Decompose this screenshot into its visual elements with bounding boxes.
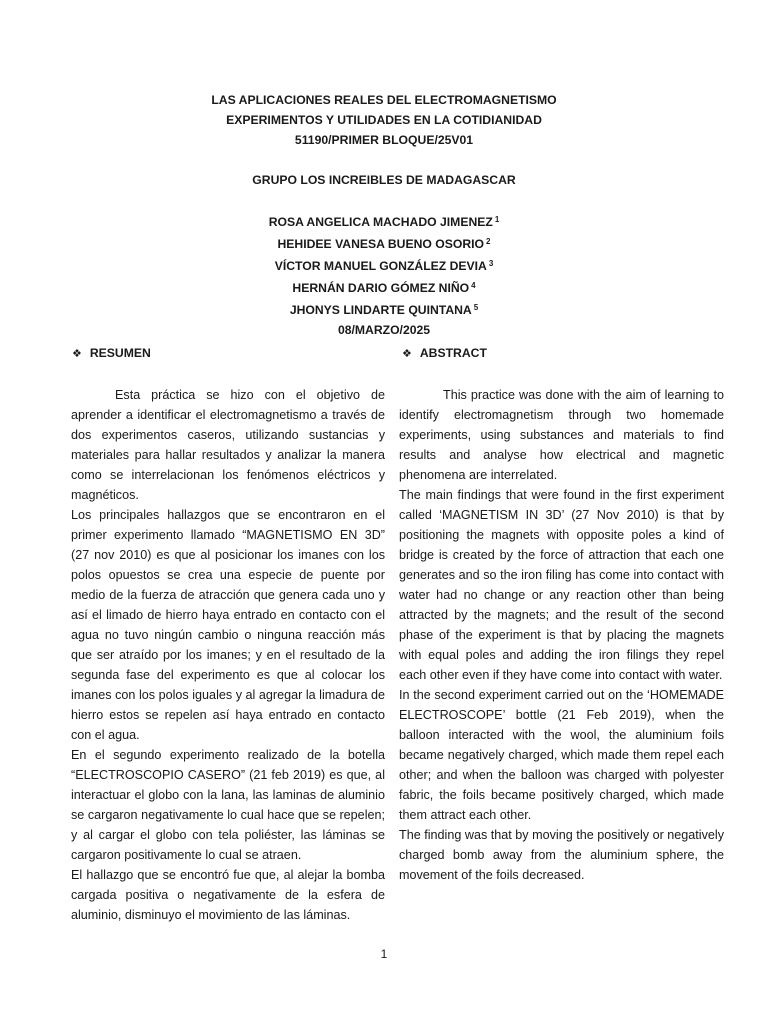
author-affiliation: 1: [494, 215, 500, 224]
page-number: 1: [380, 947, 388, 961]
course-code: 51190/PRIMER BLOQUE/25V01: [294, 133, 474, 147]
author-name: HERNÁN DARIO GÓMEZ NIÑO: [292, 281, 470, 295]
resumen-paragraph-3: En el segundo experimento realizado de la botella “ELECTROSCOPIO CASERO” (21 feb 2019) es que, al interactuar el globo con la lana, las laminas de aluminio se cargaron negativamente lo cual hace que se repelen; y al cargar el globo con tela poliéster, las láminas se cargaron positivamente lo cual se atraen.: [71, 748, 385, 862]
diamond-bullet-icon: ❖: [72, 347, 82, 360]
resumen-heading: [72, 346, 151, 360]
author-name: HEHIDEE VANESA BUENO OSORIO: [277, 237, 485, 251]
resumen-heading-label: RESUMEN: [89, 346, 151, 360]
abstract-heading-label: ABSTRACT: [419, 346, 487, 360]
title-line-2: EXPERIMENTOS Y UTILIDADES EN LA COTIDIANIDAD: [226, 113, 542, 127]
abstract-paragraph-1: This practice was done with the aim of learning to identify electromagnetism through two homemade experiments, using substances and materials to find results and analyse how electrical and magnetic phenomena are interrelated.: [399, 388, 724, 482]
author-affiliation: 5: [473, 303, 479, 312]
abstract-column: [399, 385, 724, 885]
abstract-paragraph-4: The finding was that by moving the positively or negatively charged bomb away from the aluminium sphere, the movement of the foils decreased.: [399, 828, 724, 882]
author-name: JHONYS LINDARTE QUINTANA: [289, 303, 472, 317]
abstract-heading: [402, 346, 487, 360]
author-affiliation: 3: [488, 259, 494, 268]
abstract-paragraph-3: In the second experiment carried out on the ‘HOMEMADE ELECTROSCOPE’ bottle (21 Feb 2019), when the balloon interacted with the wool, the aluminium foils became negatively charged, which made them repel each other; and when the balloon was charged with polyester fabric, the foils became positively charged, which made them attract each other.: [399, 688, 724, 822]
resumen-paragraph-2: Los principales hallazgos que se encontraron en el primer experimento llamado “MAGNETISMO EN 3D” (27 nov 2010) es que al posicionar los imanes con los polos opuestos se crea una especie de puente por medio de la fuerza de atracción que genera cada uno y así el limado de hierro haya entrado en contacto con el agua no tuvo ningún cambio o ninguna reacción más que ser atraído por los imanes; y en el resultado de la segunda fase del experimento es que al colocar los imanes con los polos iguales y al agregar la limadura de hierro estos se repelen así haya entrado en contacto con el agua.: [71, 508, 385, 742]
title-line-1: LAS APLICACIONES REALES DEL ELECTROMAGNETISMO: [211, 93, 557, 107]
author-name: VÍCTOR MANUEL GONZÁLEZ DEVIA: [274, 259, 487, 273]
author-5: [0, 298, 768, 320]
title-block: [0, 90, 768, 340]
resumen-column: [71, 385, 385, 925]
author-affiliation: 2: [486, 237, 491, 246]
resumen-paragraph-1: Esta práctica se hizo con el objetivo de aprender a identificar el electromagnetismo a través de dos experimentos caseros, utilizando sustancias y materiales para hallar resultados y analizar la manera como se interrelacionan los fenómenos eléctricos y magnéticos.: [71, 388, 385, 502]
author-affiliation: 4: [471, 281, 476, 290]
resumen-paragraph-4: El hallazgo que se encontró fue que, al alejar la bomba cargada positiva o negativamente de la esfera de aluminio, disminuyo el movimiento de las láminas.: [71, 868, 385, 922]
document-date: 08/MARZO/2025: [337, 323, 431, 337]
abstract-paragraph-2: The main findings that were found in the first experiment called ‘MAGNETISM IN 3D’ (27 Nov 2010) is that by positioning the magnets with opposite poles a kind of bridge is created by the force of attraction that each one generates and so the iron filing has come into contact with water had no change or any reaction other than being attracted by the magnets; and the result of the second phase of the experiment is that by placing the magnets with equal poles and adding the iron filings they repel each other even if they have come into contact with water.: [399, 488, 724, 682]
author-2: [0, 232, 768, 254]
author-1: [0, 210, 768, 232]
group-name: GRUPO LOS INCREIBLES DE MADAGASCAR: [252, 173, 516, 187]
author-name: ROSA ANGELICA MACHADO JIMENEZ: [268, 215, 493, 229]
diamond-bullet-icon: ❖: [402, 347, 412, 360]
author-4: [0, 276, 768, 298]
author-3: [0, 254, 768, 276]
